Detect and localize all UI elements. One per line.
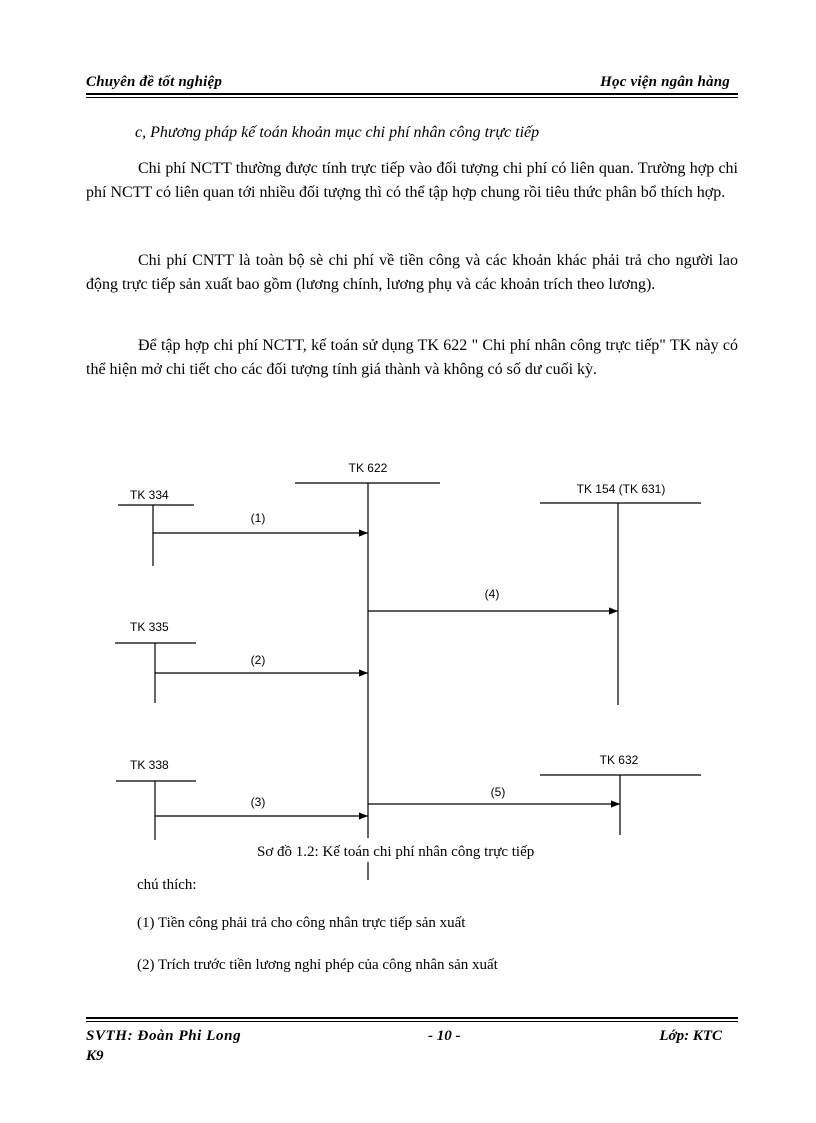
footer-cohort: K9 — [86, 1048, 104, 1064]
notes-title: chú thích: — [137, 877, 197, 893]
footer-rule-thin — [86, 1021, 738, 1022]
flow-label-2: (2) — [250, 653, 266, 667]
flow-arrow-3 — [155, 795, 368, 816]
label-tk-154: TK 154 (TK 631) — [576, 482, 666, 496]
paragraph-1: Chi phí NCTT thường được tính trực tiếp vào đối tượng chi phí có liên quan. Trường hợp chi phí NCTT có liên quan tới nhiều đối tượng thì có thể tập hợp chung rồi tiêu thức phân bổ thích hợp. — [86, 160, 738, 201]
t-account-632 — [540, 753, 701, 835]
label-tk-622: TK 622 — [348, 461, 388, 475]
header-rule-thick — [86, 93, 738, 95]
footer-rule-thick — [86, 1017, 738, 1019]
note-item-2: (2) Trích trước tiền lương nghỉ phép của công nhân sản xuất — [137, 957, 498, 973]
header-right-title: Học viện ngân hàng — [600, 74, 730, 90]
flow-arrow-1 — [153, 511, 368, 533]
flow-label-1: (1) — [250, 511, 266, 525]
paragraph-2: Chi phí CNTT là toàn bộ sè chi phí về tiền công và các khoản khác phải trả cho người lao động trực tiếp sản xuất bao gồm (lương chính, lương phụ và các khoản trích theo lương). — [86, 252, 738, 293]
flow-label-5: (5) — [490, 785, 506, 799]
t-account-622 — [295, 461, 440, 880]
flow-arrow-4 — [368, 587, 618, 611]
section-heading: c, Phương pháp kế toán khoản mục chi phí nhân công trực tiếp — [135, 124, 540, 141]
header-left-title: Chuyên đề tốt nghiệp — [86, 74, 223, 90]
flow-arrow-5 — [368, 785, 620, 804]
flow-arrow-2 — [155, 653, 368, 673]
label-tk-632: TK 632 — [599, 753, 639, 767]
t-account-154 — [540, 482, 701, 705]
t-account-338 — [116, 758, 196, 840]
label-tk-335: TK 335 — [130, 620, 169, 634]
footer-student-name: SVTH: Đoàn Phi Long — [86, 1028, 242, 1044]
flow-label-4: (4) — [484, 587, 500, 601]
note-item-1: (1) Tiền công phải trả cho công nhân trực tiếp sản xuất — [137, 915, 466, 931]
t-account-334 — [118, 488, 194, 566]
diagram-caption: Sơ đồ 1.2: Kế toán chi phí nhân công trực tiếp — [257, 844, 535, 860]
header-rule-thin — [86, 97, 738, 98]
t-account-335 — [115, 620, 196, 703]
accounting-flow-diagram — [0, 440, 816, 885]
footer-page-number: - 10 - — [428, 1028, 461, 1044]
footer-class: Lớp: KTC — [659, 1028, 722, 1044]
label-tk-334: TK 334 — [130, 488, 169, 502]
paragraph-3: Để tập hợp chi phí NCTT, kế toán sử dụng TK 622 " Chi phí nhân công trực tiếp" TK này có thể hiện mở chi tiết cho các đối tượng tính giá thành và không có số dư cuối kỳ. — [86, 337, 738, 378]
flow-label-3: (3) — [250, 795, 266, 809]
label-tk-338: TK 338 — [130, 758, 169, 772]
